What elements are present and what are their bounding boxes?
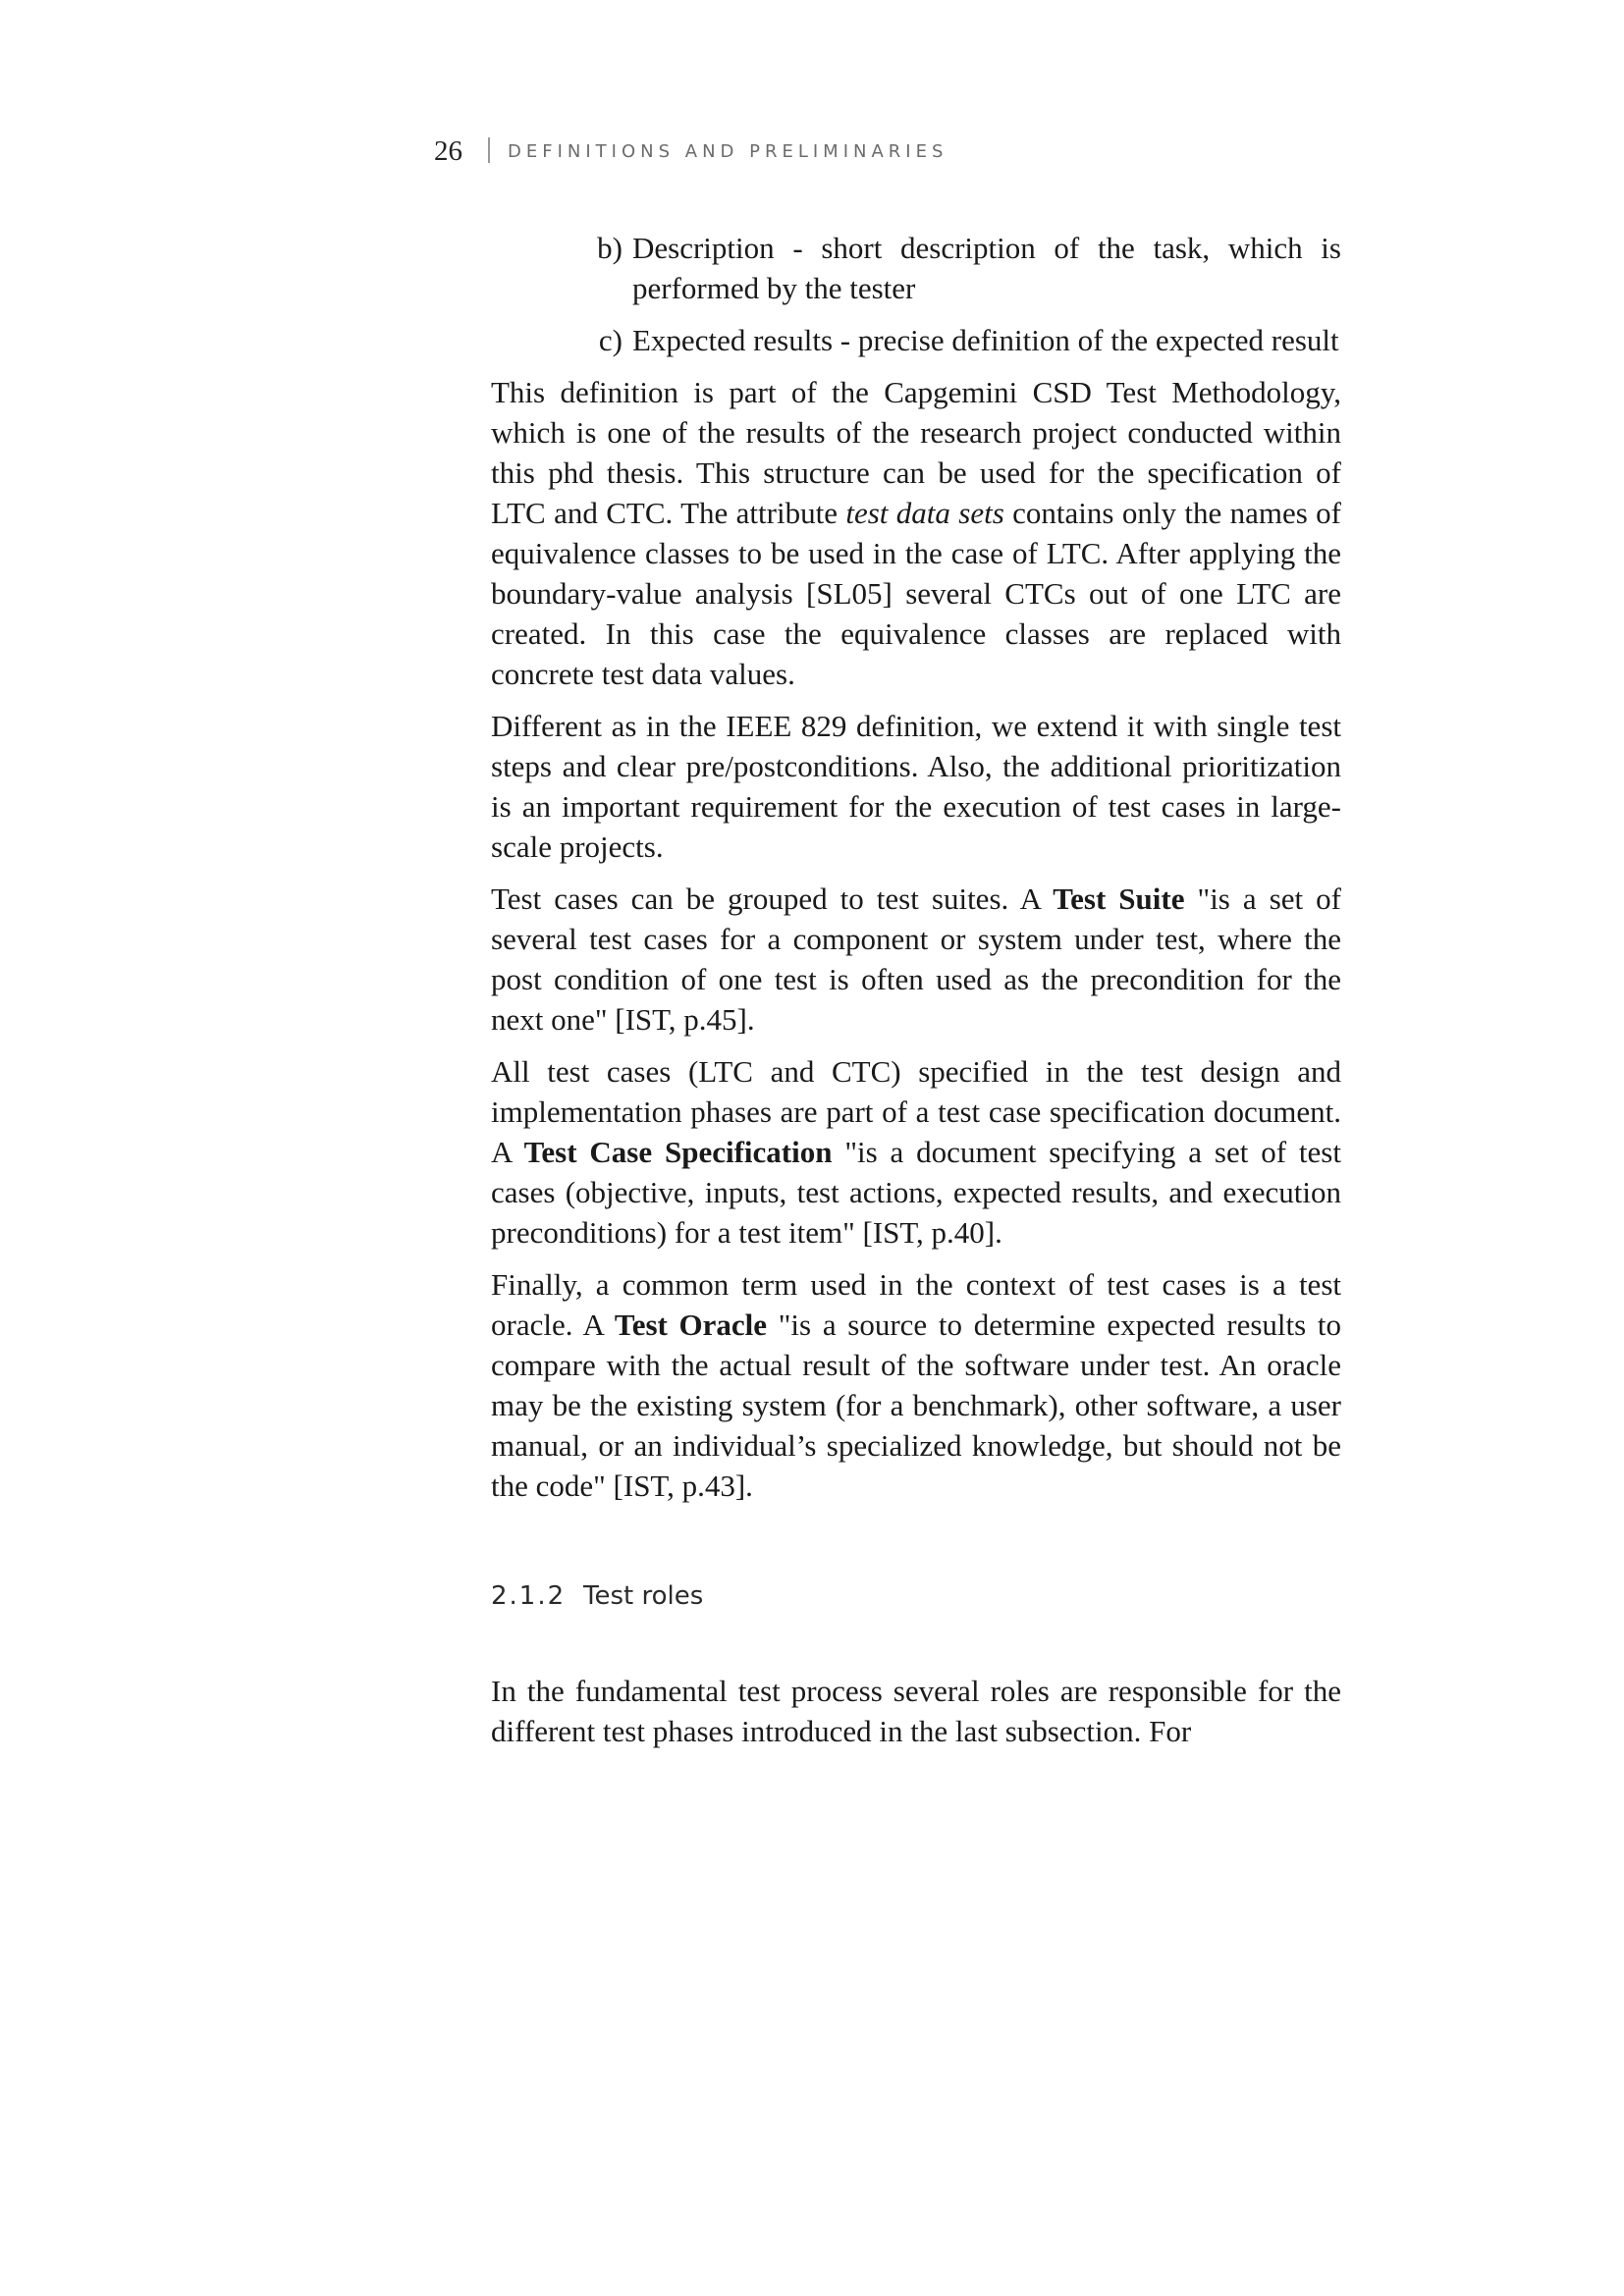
running-title: DEFINITIONS AND PRELIMINARIES [508, 141, 948, 162]
subsection-heading [491, 1576, 1341, 1616]
page-header [434, 135, 947, 168]
page-number: 26 [434, 135, 462, 167]
paragraph-text: contains only the names of equivalence classes to be used in the case of LTC. After applying the boundary-value analysis [SL05] several CTCs out of one LTC are created. In this case the equivalence classes are replaced with concrete test data values. [491, 496, 1342, 691]
body-text [491, 228, 1341, 1763]
paragraph-text: Finally, a common term used in the context of test cases is a test oracle. A [491, 1267, 1341, 1342]
paragraph-text: All test cases (LTC and CTC) specified in the test design and implementation phases are part of a test case specification document. A [491, 1054, 1341, 1169]
subsection-title: Test roles [583, 1581, 704, 1611]
subsection-number: 2.1.2 [491, 1581, 567, 1611]
list-item [491, 228, 1341, 308]
paragraph-text: This definition is part of the Capgemini CSD Test Methodology, which is one of the results of the research project conducted within this phd thesis. This structure can be used for the specification of LTC and CTC. The attribute [491, 375, 1341, 530]
header-separator [488, 137, 490, 163]
paragraph-text: Test cases can be grouped to test suites. A [491, 881, 1054, 916]
bold-term: Test Suite [1053, 881, 1185, 916]
paragraph-test-roles: In the fundamental test process several roles are responsible for the different test phases introduced in the last subsection. For [491, 1674, 1341, 1748]
criteria-list [491, 228, 1341, 360]
paragraph-methodology [491, 372, 1341, 694]
paragraph-test-oracle [491, 1264, 1341, 1506]
bold-term: Test Case Specification [523, 1135, 833, 1169]
paragraph-text: "is a document specifying a set of test cases (objective, inputs, test actions, expected results, and execution preconditions) for a test item" [IST, p.40]. [491, 1135, 1341, 1250]
paragraph-test-suite [491, 879, 1341, 1040]
list-item-text: Description - short description of the task, which is performed by the tester [632, 231, 1341, 305]
italic-term: test data sets [845, 496, 1004, 530]
paragraph-test-case-spec [491, 1051, 1341, 1253]
paragraph-ieee: Different as in the IEEE 829 definition, we extend it with single test steps and clear pre/postconditions. Also, the additional prioritization is an important requirement for the execution of test cases in large-scale projects. [491, 709, 1341, 864]
list-marker: c) [598, 323, 623, 357]
list-item [491, 320, 1341, 360]
bold-term: Test Oracle [614, 1308, 768, 1342]
paragraph-text: "is a set of several test cases for a component or system under test, where the post condition of one test is often used as the precondition for the next one" [IST, p.45]. [491, 881, 1341, 1037]
list-item-text: Expected results - precise definition of the expected result [632, 323, 1339, 357]
paragraph-text: "is a source to determine expected results to compare with the actual result of the software under test. An oracle may be the existing system (for a benchmark), other software, a user manual, or an individual’s specialized knowledge, but should not be the code" [IST, p.43]. [491, 1308, 1342, 1503]
list-marker: b) [597, 231, 623, 265]
